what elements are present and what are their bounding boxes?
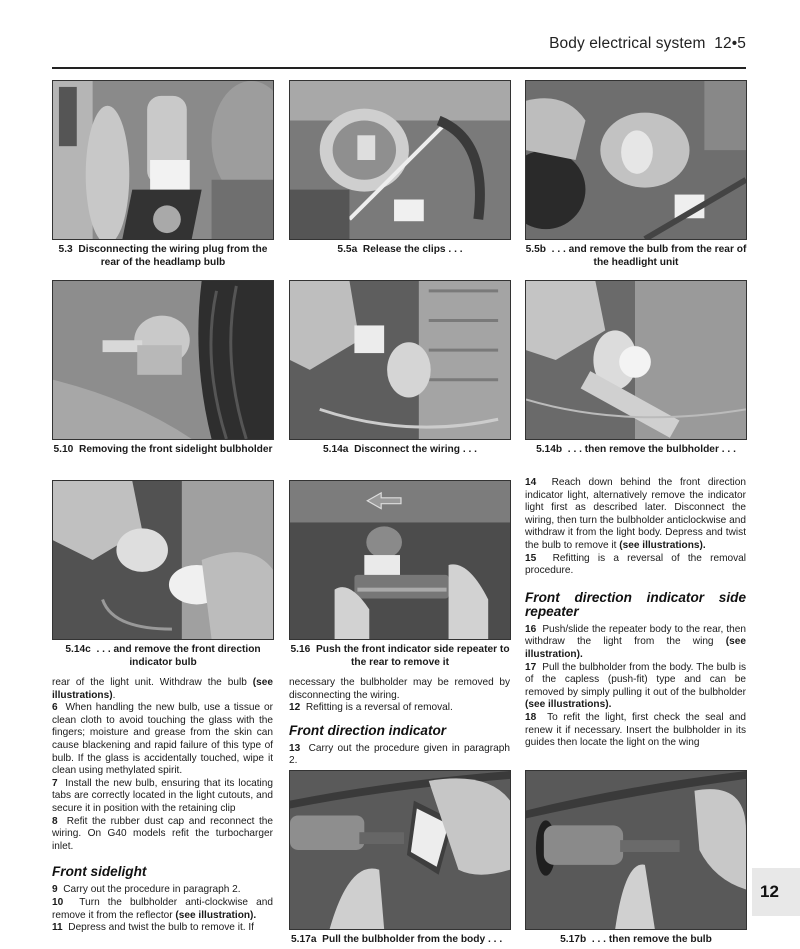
paragraph-8: 8 Refit the rubber dust cap and reconnect the wiring. On G40 models refit the turbocharger inlet.	[52, 815, 273, 852]
paragraph-5-continuation: rear of the light unit. Withdraw the bulb (see illustrations).	[52, 677, 273, 701]
chapter-title: Body electrical system	[549, 35, 706, 52]
paragraph-16: 16 Push/slide the repeater body to the rear, then withdraw the light from the wing (see illustration).	[525, 623, 747, 660]
section-heading-front-direction-indicator: Front direction indicator	[289, 722, 447, 738]
paragraph-15: 15 Refitting is a reversal of the removal procedure.	[525, 552, 747, 577]
caption-5-17b: 5.17b . . . then remove the bulb	[560, 934, 712, 945]
column-2-text	[289, 677, 510, 768]
paragraph-7: 7 Install the new bulb, ensuring that its locating tabs are correctly located in the light cutouts, and secure it in position with the retaining clip	[52, 777, 274, 814]
caption-5-5a: 5.5a Release the clips . . .	[337, 244, 463, 255]
paragraph-14: 14 Reach down behind the front direction indicator light, alternatively remove the indicator light first as described later. Disconnect the wiring, then turn the bulbholder anticlockwise and withdraw it from the light body. Depress and twist the bulb to remove it (see illustrations).	[525, 477, 746, 551]
photo-5-5a	[289, 80, 511, 240]
caption-5-14a: 5.14a Disconnect the wiring . . .	[322, 444, 477, 455]
photo-5-17b	[525, 770, 747, 930]
photo-5-14a	[289, 280, 511, 440]
caption-5-14b: 5.14b . . . then remove the bulbholder . . .	[536, 444, 736, 455]
chapter-tab	[752, 868, 800, 916]
paragraph-17: 17 Pull the bulbholder from the body. The bulb is of the capless (push-fit) type and can be removed by simply pulling it out of the bulbholder (see illustrations).	[525, 661, 747, 711]
chapter-tab-label: 12	[760, 882, 779, 901]
caption-5-5b: 5.5b . . . and remove the bulb from the rear of the headlight unit	[525, 244, 747, 268]
paragraph-6: 6 When handling the new bulb, use a tissue or clean cloth to avoid touching the glass with the fingers; moisture and grease from the skin can cause blackening and rapid failure of this type of bulb. If the glass is accidentally touched, wipe it clean using methylated spirit.	[52, 702, 274, 777]
caption-5-17a: 5.17a Pull the bulbholder from the body . . .	[291, 934, 503, 945]
paragraph-18: 18 To refit the light, first check the seal and renew it if necessary. Insert the bulbholder in its guides then locate the light on the wing	[525, 711, 746, 749]
page-number: 12•5	[714, 35, 746, 52]
running-header	[549, 35, 746, 53]
column-3-text	[525, 477, 746, 750]
photo-5-3	[52, 80, 274, 240]
section-heading-front-sidelight: Front sidelight	[52, 864, 147, 880]
caption-5-14c: 5.14c . . . and remove the front direction indicator bulb	[65, 644, 261, 668]
caption-5-3: 5.3 Disconnecting the wiring plug from the rear of the headlamp bulb	[58, 244, 268, 268]
paragraph-11-continuation: necessary the bulbholder may be removed by disconnecting the wiring.	[289, 677, 510, 701]
photo-5-10	[52, 280, 274, 440]
caption-5-10: 5.10 Removing the front sidelight bulbholder	[53, 444, 273, 455]
paragraph-9: 9 Carry out the procedure in paragraph 2.	[52, 884, 241, 896]
photo-5-17a	[289, 770, 511, 930]
caption-5-16: 5.16 Push the front indicator side repeater to the rear to remove it	[290, 644, 510, 668]
paragraph-11: 11 Depress and twist the bulb to remove it. If	[52, 922, 254, 934]
paragraph-10: 10 Turn the bulbholder anti-clockwise and remove it from the reflector (see illustration).	[52, 896, 273, 921]
paragraph-13: 13 Carry out the procedure given in paragraph 2.	[289, 742, 510, 767]
photo-5-14c	[52, 480, 274, 640]
photo-5-16	[289, 480, 511, 640]
column-1-text	[52, 677, 273, 935]
paragraph-12: 12 Refitting is a reversal of removal.	[289, 702, 453, 714]
photo-5-14b	[525, 280, 747, 440]
photo-5-5b	[525, 80, 747, 240]
section-heading-side-repeater: Front direction indicator side repeater	[525, 589, 746, 619]
header-rule	[52, 67, 746, 69]
